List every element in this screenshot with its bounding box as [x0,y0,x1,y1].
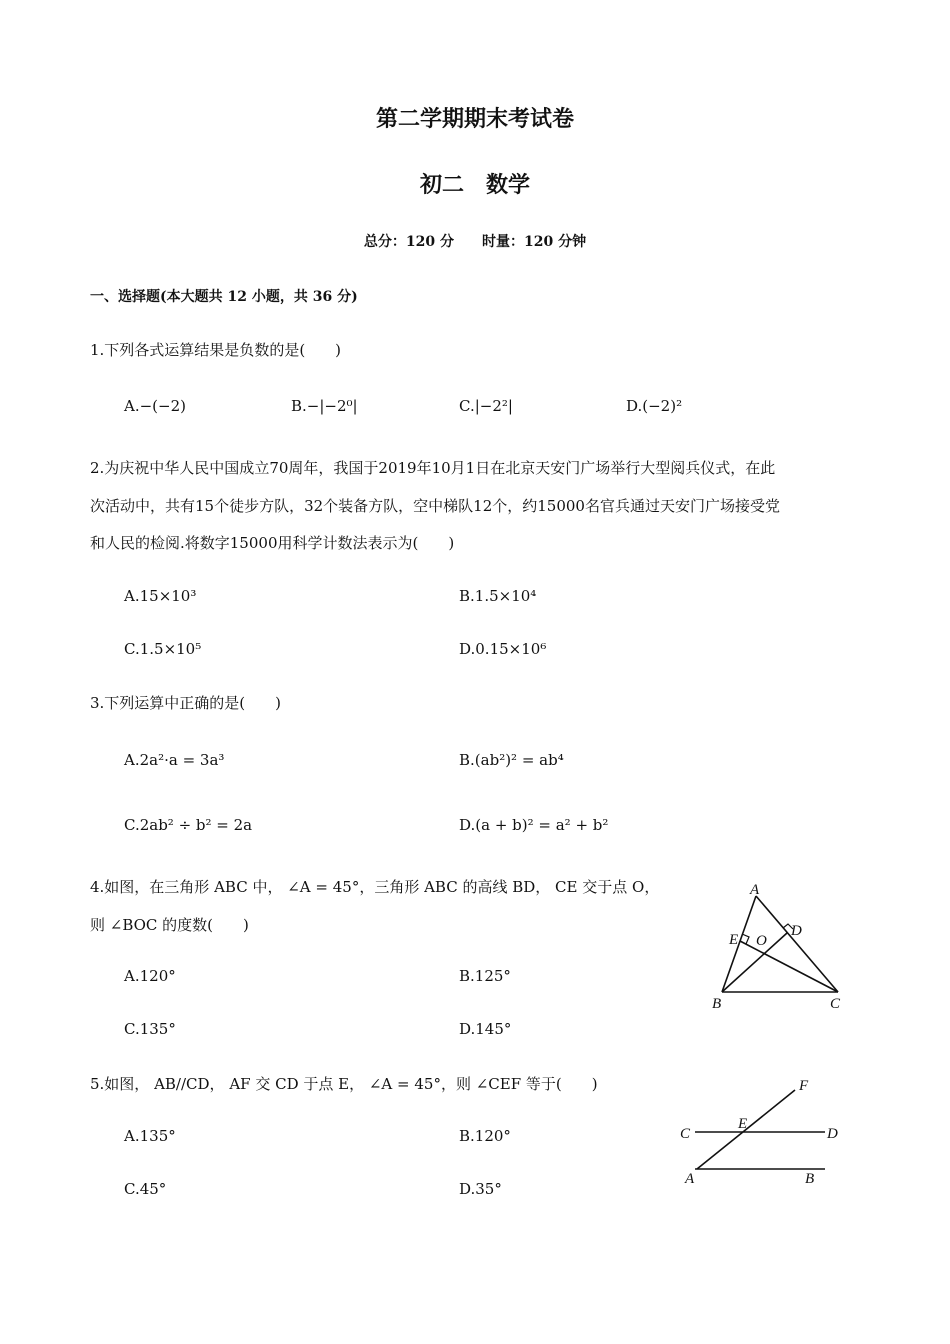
label-b: B [712,996,722,1012]
question-4-stem-line-1: 4.如图，在三角形 ABC 中， ∠A = 45°，三角形 ABC 的高线 BD， CE 交于点 O， [90,878,660,896]
label-c: C [830,996,841,1012]
question-4-option-a: A.120° [124,967,176,985]
question-5-stem: 5.如图， AB//CD， AF 交 CD 于点 E， ∠A = 45°，则 ∠CEF 等于( ) [90,1075,598,1093]
exam-meta: 总分：120 分 时量：120 分钟 [363,234,587,250]
exam-title: 第二学期期末考试卷 [375,106,574,132]
question-4-option-b: B.125° [459,967,511,985]
question-1-stem: 1.下列各式运算结果是负数的是( ) [90,341,342,359]
section-heading: 一、选择题(本大题共 12 小题，共 36 分) [90,289,358,305]
question-5-option-b: B.120° [459,1127,511,1145]
label-c: C [680,1126,691,1142]
label-d: D [827,1126,838,1142]
label-f: F [799,1078,809,1094]
label-a: A [750,882,760,898]
label-d: D [791,923,802,939]
question-1-option-d: D.(−2)² [626,397,683,415]
question-3-stem: 3.下列运算中正确的是( ) [90,694,282,712]
question-2-option-a: A.15×10³ [124,587,197,605]
question-3-option-a: A.2a²·a = 3a³ [124,751,225,769]
question-3-option-c: C.2ab² ÷ b² = 2a [124,816,253,834]
altitude-ce [740,941,838,992]
question-2-stem-line-2: 次活动中，共有15个徒步方队，32个装备方队，空中梯队12个，约15000名官兵通过天安门广场接受党 [90,497,780,515]
question-2-stem-line-3: 和人民的检阅.将数字15000用科学计数法表示为( ) [90,534,455,552]
question-1-option-b: B.−|−2⁰| [291,397,358,415]
label-a: A [685,1171,695,1187]
question-4-stem-line-2: 则 ∠BOC 的度数( ) [90,916,249,934]
side-ac [756,896,838,992]
question-4-option-c: C.135° [124,1020,176,1038]
question-5-option-c: C.45° [124,1180,167,1198]
question-1-option-a: A.−(−2) [124,397,186,415]
question-2-option-d: D.0.15×10⁶ [459,640,547,658]
question-2-option-c: C.1.5×10⁵ [124,640,202,658]
label-o: O [756,933,767,949]
question-5-option-d: D.35° [459,1180,502,1198]
label-b: B [805,1171,815,1187]
question-2-stem-line-1: 2.为庆祝中华人民中国成立70周年，我国于2019年10月1日在北京天安门广场举行大型阅兵仪式，在此 [90,459,776,477]
question-4-option-d: D.145° [459,1020,512,1038]
question-5-option-a: A.135° [124,1127,176,1145]
question-2-option-b: B.1.5×10⁴ [459,587,537,605]
question-3-option-b: B.(ab²)² = ab⁴ [459,751,564,769]
question-1-option-c: C.|−2²| [459,397,513,415]
parallel-lines-figure [675,1072,850,1192]
triangle-abc-figure [700,878,860,1013]
question-3-option-d: D.(a + b)² = a² + b² [459,816,609,834]
exam-subtitle: 初二 数学 [419,172,530,198]
label-e: E [729,932,739,948]
label-e: E [738,1116,748,1132]
